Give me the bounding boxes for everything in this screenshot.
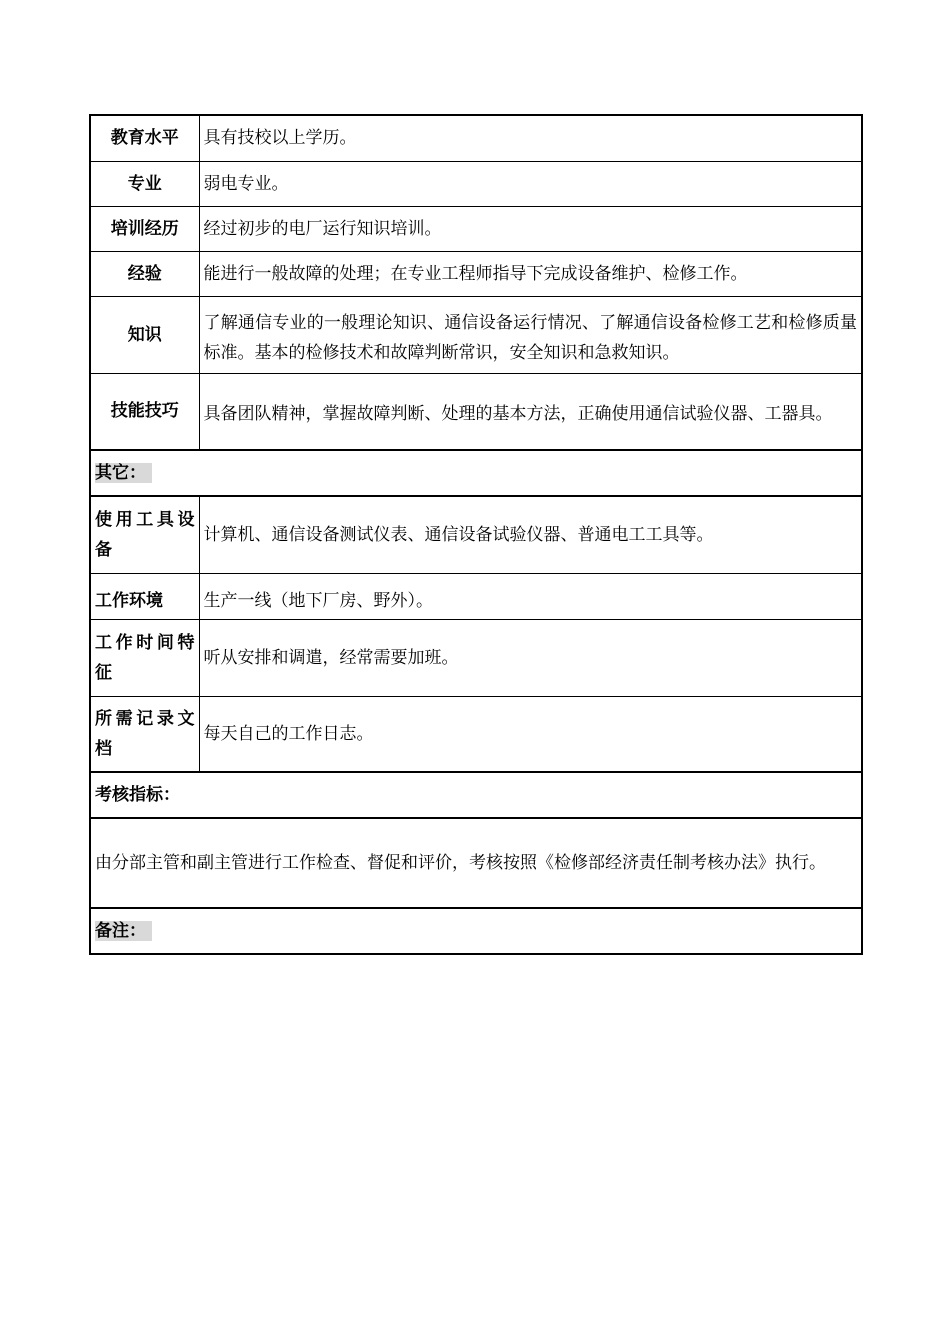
value-major: 弱电专业。 — [199, 161, 862, 206]
label-records-line1: 所需记录文 — [95, 708, 195, 729]
label-tools-line1: 使用工具设 — [95, 509, 195, 530]
value-skills: 具备团队精神，掌握故障判断、处理的基本方法，正确使用通信试验仪器、工器具。 — [199, 373, 862, 450]
row-other-heading — [90, 450, 862, 496]
label-records-line2: 档 — [95, 738, 112, 759]
assessment-text: 由分部主管和副主管进行工作检查、督促和评价，考核按照《检修部经济责任制考核办法》执行。 — [90, 818, 862, 908]
label-training: 培训经历 — [90, 206, 199, 251]
remarks-heading: 备注： — [95, 921, 152, 941]
row-tools — [90, 496, 862, 573]
row-skills — [90, 373, 862, 450]
value-work-hours: 听从安排和调遣，经常需要加班。 — [199, 619, 862, 696]
label-work-hours-line2: 征 — [95, 662, 112, 683]
row-training — [90, 206, 862, 251]
label-environment-line1: 工作环境 — [95, 591, 163, 611]
label-work-hours-line1: 工作时间特 — [95, 632, 195, 653]
label-tools — [90, 496, 199, 573]
value-tools: 计算机、通信设备测试仪表、通信设备试验仪器、普通电工工具等。 — [199, 496, 862, 573]
label-environment — [90, 573, 199, 619]
label-major: 专业 — [90, 161, 199, 206]
value-experience: 能进行一般故障的处理；在专业工程师指导下完成设备维护、检修工作。 — [199, 251, 862, 296]
value-education: 具有技校以上学历。 — [199, 115, 862, 161]
label-education: 教育水平 — [90, 115, 199, 161]
label-experience: 经验 — [90, 251, 199, 296]
row-remarks-heading — [90, 908, 862, 954]
value-records: 每天自己的工作日志。 — [199, 696, 862, 772]
value-training: 经过初步的电厂运行知识培训。 — [199, 206, 862, 251]
label-records — [90, 696, 199, 772]
row-education — [90, 115, 862, 161]
label-knowledge: 知识 — [90, 296, 199, 373]
value-environment: 生产一线（地下厂房、野外）。 — [199, 573, 862, 619]
other-heading-cell — [90, 450, 862, 496]
value-knowledge: 了解通信专业的一般理论知识、通信设备运行情况、了解通信设备检修工艺和检修质量标准。基本的检修技术和故障判断常识，安全知识和急救知识。 — [199, 296, 862, 373]
row-experience — [90, 251, 862, 296]
label-work-hours — [90, 619, 199, 696]
label-skills: 技能技巧 — [90, 373, 199, 450]
row-knowledge — [90, 296, 862, 373]
assessment-heading: 考核指标： — [90, 772, 862, 818]
remarks-heading-cell — [90, 908, 862, 954]
row-records — [90, 696, 862, 772]
other-heading: 其它： — [95, 463, 152, 483]
row-major — [90, 161, 862, 206]
row-assessment-text — [90, 818, 862, 908]
row-environment — [90, 573, 862, 619]
job-requirements-table — [89, 114, 863, 955]
row-assessment-heading — [90, 772, 862, 818]
row-work-hours — [90, 619, 862, 696]
label-tools-line2: 备 — [95, 539, 112, 560]
job-description-page — [89, 114, 861, 955]
